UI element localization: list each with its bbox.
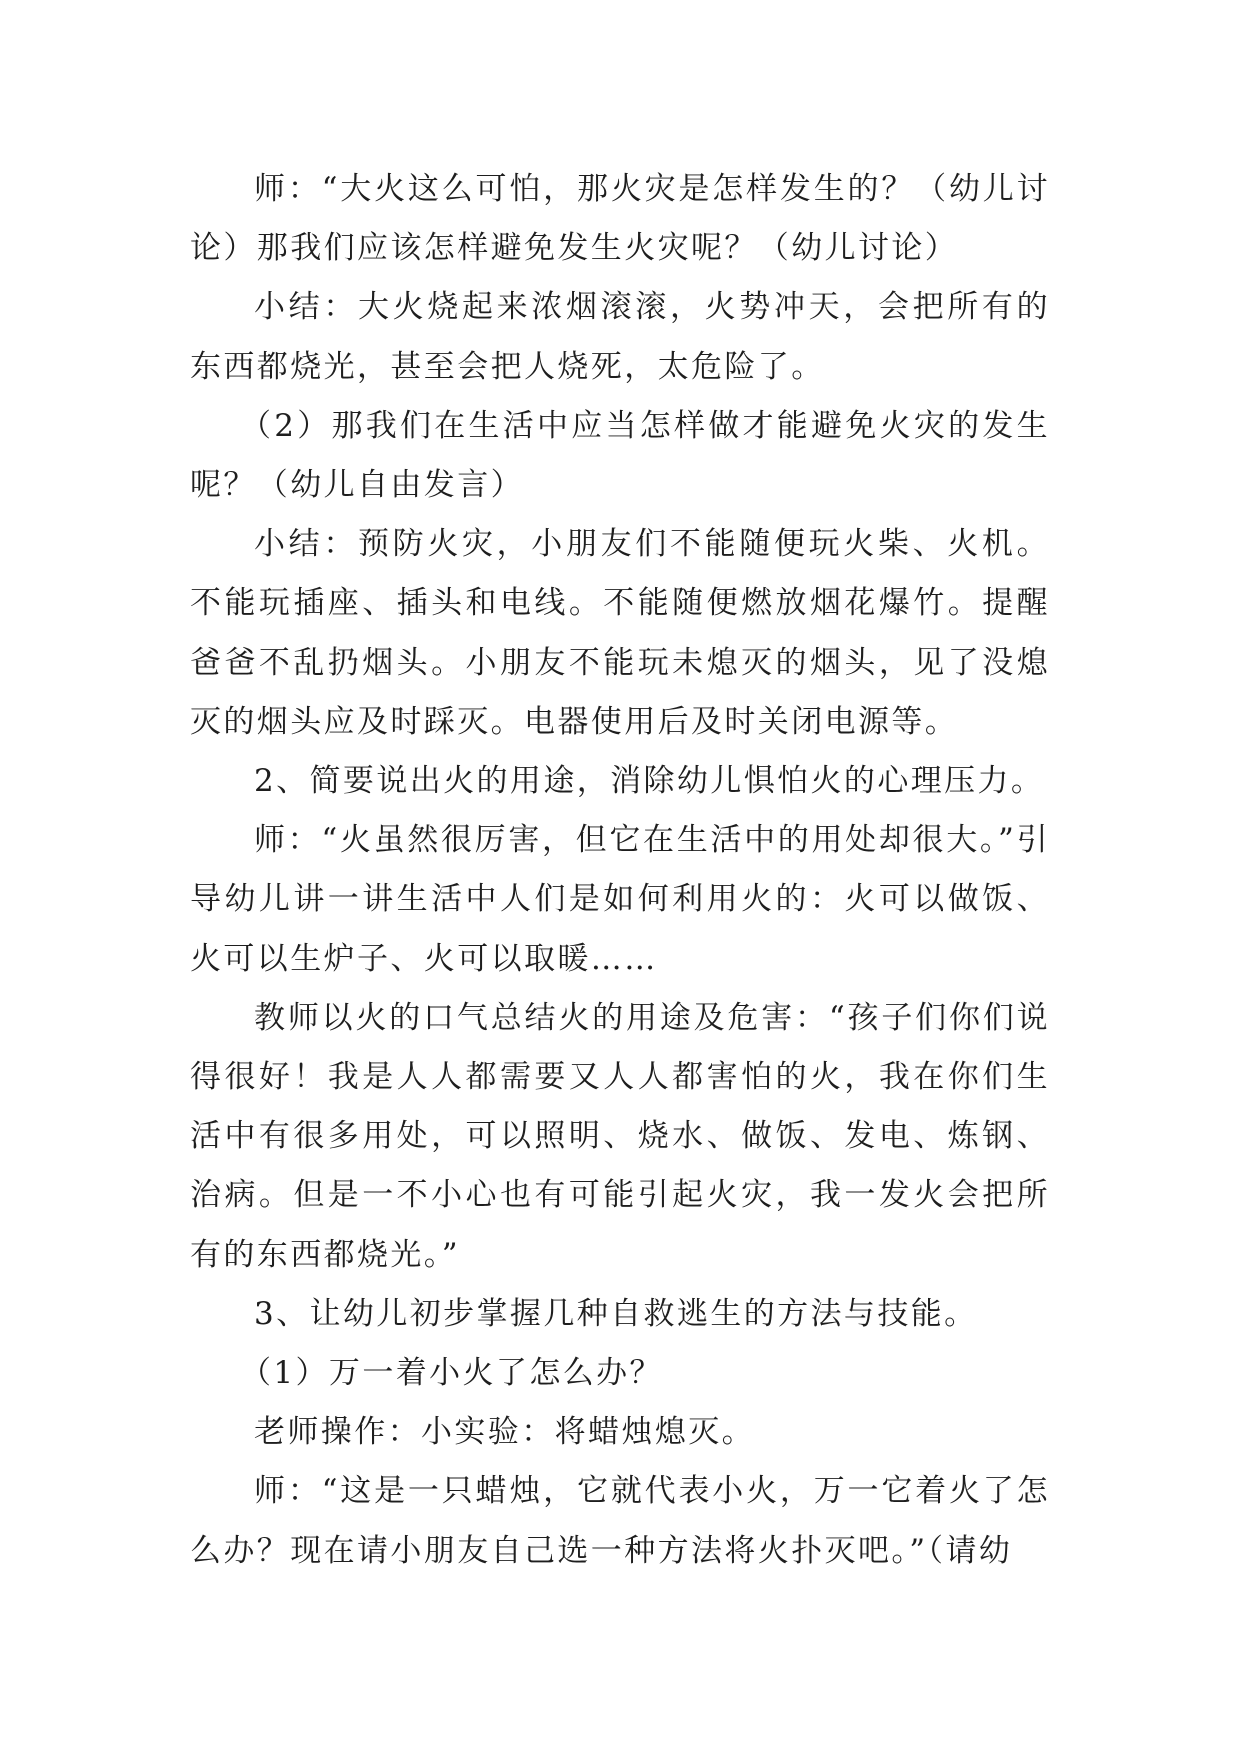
paragraph-summary-fire-danger: 小结：大火烧起来浓烟滚滚，火势冲天，会把所有的东西都烧光，甚至会把人烧死，太危险了。 xyxy=(190,289,1050,385)
paragraph-question-prevention: （2）那我们在生活中应当怎样做才能避免火灾的发生呢？（幼儿自由发言） xyxy=(190,407,1050,504)
paragraph-teacher-fire-voice: 教师以火的口气总结火的用途及危害：“孩子们你们说得很好！我是人人都需要又人人都害怕的火，我在你们生活中有很多用处，可以照明、烧水、做饭、发电、炼钢、治病。但是一不小心也有可能引起火灾，我一发火会把所有的东西都烧光。” xyxy=(190,999,1050,1273)
paragraph-section-2-heading: 2、简要说出火的用途，消除幼儿惧怕火的心理压力。 xyxy=(254,763,1045,800)
paragraph-teacher-fire-causes: 师：“大火这么可怕，那火灾是怎样发生的？（幼儿讨论）那我们应该怎样避免发生火灾呢？（幼儿讨论） xyxy=(190,171,1050,267)
paragraph-question-small-fire: （1）万一着小火了怎么办？ xyxy=(240,1355,663,1392)
paragraph-teacher-fire-uses: 师：“火虽然很厉害，但它在生活中的用处却很大。”引导幼儿讲一讲生活中人们是如何利用火的：火可以做饭、火可以生炉子、火可以取暖…… xyxy=(190,822,1050,977)
paragraph-section-3-heading: 3、让幼儿初步掌握几种自救逃生的方法与技能。 xyxy=(254,1295,978,1332)
paragraph-teacher-operation: 老师操作：小实验：将蜡烛熄灭。 xyxy=(254,1414,755,1451)
paragraph-summary-prevention: 小结：预防火灾，小朋友们不能随便玩火柴、火机。不能玩插座、插头和电线。不能随便燃放烟花爆竹。提醒爸爸不乱扔烟头。小朋友不能玩未熄灭的烟头，见了没熄灭的烟头应及时踩灭。电器使用后及时关闭电源等。 xyxy=(190,526,1050,740)
paragraph-teacher-candle: 师：“这是一只蜡烛，它就代表小火，万一它着火了怎么办？现在请小朋友自己选一种方法将火扑灭吧。”（请幼 xyxy=(190,1473,1050,1569)
document-body xyxy=(190,160,1050,1581)
